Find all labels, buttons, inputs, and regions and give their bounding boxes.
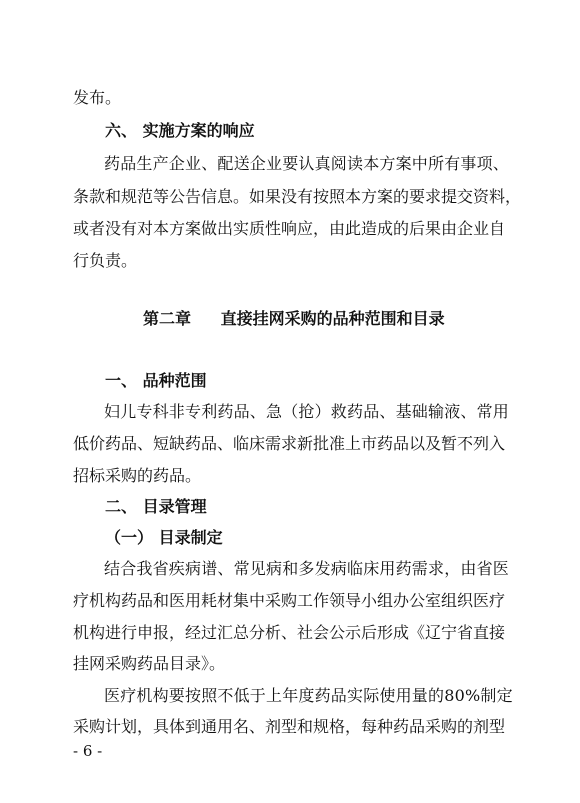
paragraph-line: 低价药品、短缺药品、临床需求新批准上市药品以及暂不列入 xyxy=(73,434,506,453)
section-heading-two: 二、 目录管理 xyxy=(105,497,207,516)
paragraph-line: 妇儿专科非专利药品、急（抢）救药品、基础输液、常用 xyxy=(104,402,510,421)
paragraph-line: 或者没有对本方案做出实质性响应，由此造成的后果由企业自 xyxy=(73,219,506,238)
paragraph-line: 采购计划，具体到通用名、剂型和规格，每种药品采购的剂型 xyxy=(73,717,506,736)
subsection-heading: （一） 目录制定 xyxy=(105,528,223,547)
paragraph-line: 结合我省疾病谱、常见病和多发病临床用药需求，由省医 xyxy=(104,559,510,578)
paragraph-line: 挂网采购药品目录》。 xyxy=(73,654,226,673)
paragraph-line: 招标采购的药品。 xyxy=(73,466,202,485)
paragraph-line: 条款和规范等公告信息。如果没有按照本方案的要求提交资料， xyxy=(73,187,522,206)
paragraph-line: 机构进行申报，经过汇总分析、社会公示后形成《辽宁省直接 xyxy=(73,623,506,642)
page-number: - 6 - xyxy=(73,742,103,760)
paragraph-line: 疗机构药品和医用耗材集中采购工作领导小组办公室组织医疗 xyxy=(73,591,506,610)
paragraph-line: 医疗机构要按照不低于上年度药品实际使用量的80%制定 xyxy=(104,686,513,705)
paragraph-line: 药品生产企业、配送企业要认真阅读本方案中所有事项、 xyxy=(104,154,510,173)
chapter-title: 第二章 直接挂网采购的品种范围和目录 xyxy=(143,309,445,328)
section-heading-six: 六、 实施方案的响应 xyxy=(105,121,255,140)
text-line-fabu: 发布。 xyxy=(73,88,122,107)
paragraph-line: 行负责。 xyxy=(73,251,138,270)
section-heading-one: 一、 品种范围 xyxy=(105,371,207,390)
